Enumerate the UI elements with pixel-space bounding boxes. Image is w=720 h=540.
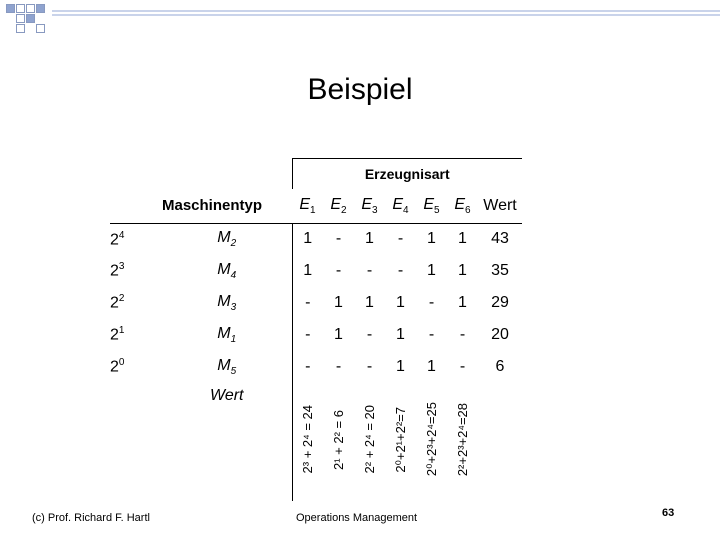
product-header: $E_3$ — [361, 195, 378, 216]
footer-author: (c) Prof. Richard F. Hartl — [32, 512, 150, 524]
column-value: 2² + 2⁴ = 20 — [362, 405, 377, 474]
decorative-squares — [0, 0, 60, 40]
cell: 1 — [334, 326, 343, 343]
deco-square — [16, 24, 25, 33]
deco-square — [26, 4, 35, 13]
cell: 1 — [447, 223, 478, 255]
cell: - — [428, 294, 435, 311]
machine-label: $M_3$ — [217, 292, 237, 314]
cell: 1 — [396, 294, 405, 311]
cell: - — [397, 262, 404, 279]
row-value: 35 — [491, 262, 509, 279]
column-value: 2²+2³+2⁴=28 — [455, 402, 470, 477]
value-header: Wert — [483, 196, 517, 214]
cell: 1 — [292, 255, 323, 287]
product-header: $E_1$ — [299, 195, 316, 216]
row-weight: $2^1$ — [110, 325, 125, 344]
cell: - — [335, 262, 342, 279]
column-value: 2³ + 2⁴ = 24 — [292, 383, 323, 501]
cell: - — [385, 223, 416, 255]
machine-type-header: Maschinentyp — [162, 197, 263, 215]
group-header: Erzeugnisart — [292, 159, 522, 190]
product-header: $E_2$ — [330, 195, 347, 216]
cell: 1 — [427, 358, 436, 375]
product-machine-table — [110, 158, 522, 501]
deco-square — [36, 4, 45, 13]
cell: - — [428, 326, 435, 343]
row-value: 20 — [491, 326, 509, 343]
row-weight: $2^4$ — [110, 223, 162, 255]
table-row — [110, 319, 522, 351]
machine-label: $M_4$ — [217, 260, 237, 282]
cell: - — [459, 358, 466, 375]
column-value: 2⁰+2³+2⁴=25 — [424, 402, 439, 477]
row-weight: $2^3$ — [110, 261, 125, 280]
product-header: $E_6$ — [454, 195, 471, 216]
machine-label: $M_5$ — [217, 356, 237, 378]
slide-title: Beispiel — [307, 73, 413, 106]
header-rule — [52, 10, 720, 18]
cell: 1 — [416, 223, 447, 255]
cell: 1 — [458, 262, 467, 279]
cell: - — [366, 326, 373, 343]
cell: - — [366, 262, 373, 279]
bottom-value-label: Wert — [210, 387, 244, 404]
row-value: 43 — [478, 223, 522, 255]
cell: - — [292, 319, 323, 351]
table-row — [110, 287, 522, 319]
footer-course: Operations Management — [296, 512, 418, 524]
deco-square — [16, 14, 25, 23]
row-weight: $2^2$ — [110, 293, 125, 312]
deco-square — [6, 4, 15, 13]
cell: - — [366, 358, 373, 375]
cell: - — [292, 351, 323, 383]
cell: 1 — [354, 223, 385, 255]
table-row — [110, 223, 522, 255]
product-header: $E_5$ — [423, 195, 440, 216]
machine-label: $M_2$ — [162, 223, 292, 255]
cell: 1 — [458, 294, 467, 311]
cell: 1 — [396, 358, 405, 375]
cell: 1 — [334, 294, 343, 311]
cell: 1 — [292, 223, 323, 255]
deco-square — [26, 14, 35, 23]
deco-square — [16, 4, 25, 13]
table-row — [110, 351, 522, 383]
row-weight: $2^0$ — [110, 357, 125, 376]
table-row — [110, 255, 522, 287]
cell: - — [292, 287, 323, 319]
cell: 1 — [365, 294, 374, 311]
row-value: 29 — [491, 294, 509, 311]
table-row-bottom — [110, 383, 522, 501]
column-value: 2⁰+2¹+2²=7 — [393, 406, 408, 473]
row-value: 6 — [495, 358, 505, 375]
product-header: $E_4$ — [392, 195, 409, 216]
deco-square — [36, 24, 45, 33]
cell: - — [335, 358, 342, 375]
cell: - — [459, 326, 466, 343]
cell: - — [323, 223, 354, 255]
column-value: 2¹ + 2² = 6 — [331, 409, 346, 470]
cell: 1 — [427, 262, 436, 279]
machine-label: $M_1$ — [217, 324, 237, 346]
page-number: 63 — [662, 507, 675, 519]
cell: 1 — [396, 326, 405, 343]
